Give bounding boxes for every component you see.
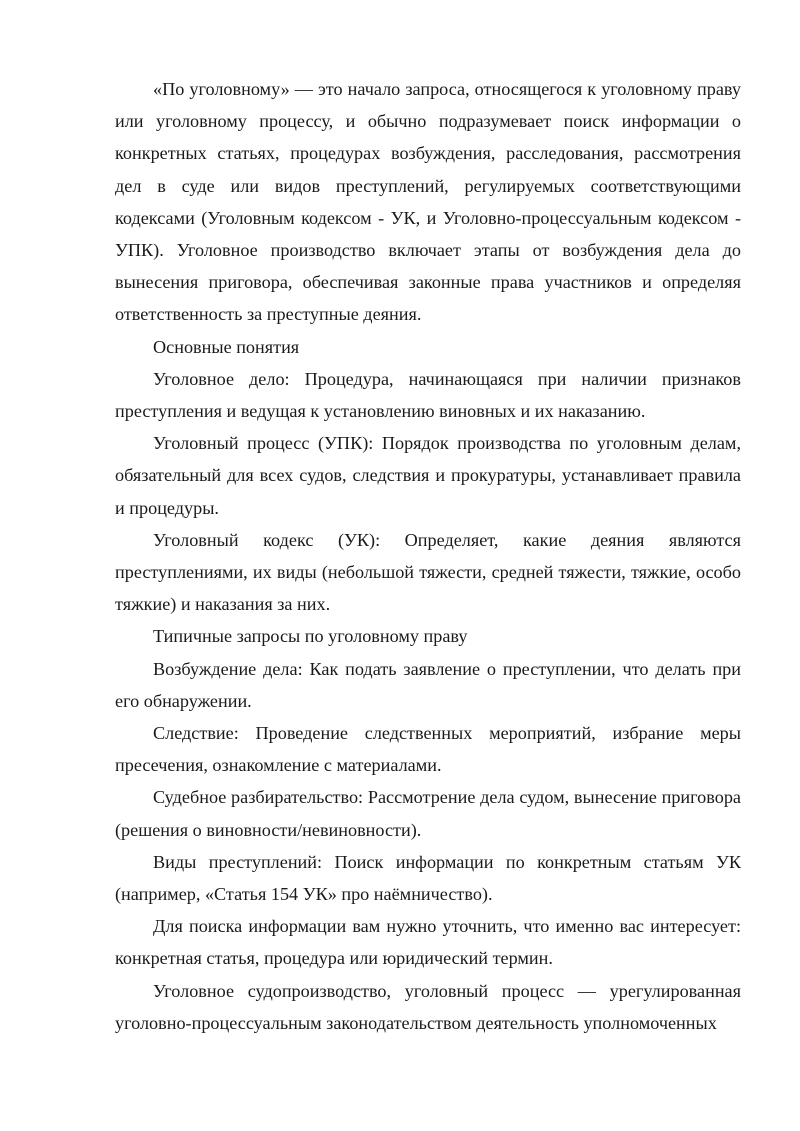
paragraph-criminal-procedure: Уголовный процесс (УПК): Порядок производства по уголовным делам, обязательный для всех судов, следствия и прокуратуры, устанавливает правила и процедуры. — [115, 433, 741, 518]
section-heading-basic-concepts: Основные понятия — [153, 336, 300, 357]
paragraph-crime-types: Виды преступлений: Поиск информации по конкретным статьям УК (например, «Статья 154 УК» про наёмничество). — [115, 851, 741, 905]
paragraph-search-advice: Для поиска информации вам нужно уточнить, что именно вас интересует: конкретная статья, процедура или юридический термин. — [115, 916, 741, 969]
paragraph-investigation: Следствие: Проведение следственных мероприятий, избрание меры пресечения, ознакомление с материалами. — [115, 723, 741, 776]
paragraph-criminal-proceedings: Уголовное судопроизводство, уголовный процесс — урегулированная уголовно-процессуальным законодательством деятельность уполномоченных — [115, 980, 741, 1033]
paragraph-initiation: Возбуждение дела: Как подать заявление о преступлении, что делать при его обнаружении. — [115, 658, 741, 711]
paragraph-trial: Судебное разбирательство: Рассмотрение дела судом, вынесение приговора (решения о виновности/невиновности). — [115, 787, 741, 840]
paragraph-intro: «По уголовному» — это начало запроса, относящегося к уголовному праву или уголовному процессу, и обычно подразумевает поиск информации о конкретных статьях, процедурах возбуждения, расследования, рассмотрения дел в суде или видов преступлений, регулируемых соответствующими кодексами (Уголовным кодексом - УК, и Уголовно-процессуальным кодексом - УПК). Уголовное производство включает этапы от возбуждения дела до вынесения приговора, обеспечивая законные права участников и определяя ответственность за преступные деяния. — [115, 79, 741, 325]
paragraph-criminal-case: Уголовное дело: Процедура, начинающаяся при наличии признаков преступления и ведущая к установлению виновных и их наказанию. — [115, 368, 741, 422]
document-body — [115, 73, 741, 1039]
section-heading-typical-queries: Типичные запросы по уголовному праву — [153, 626, 468, 647]
paragraph-criminal-code: Уголовный кодекс (УК): Определяет, какие деяния являются преступлениями, их виды (небольшой тяжести, средней тяжести, тяжкие, особо тяжкие) и наказания за них. — [115, 529, 741, 615]
